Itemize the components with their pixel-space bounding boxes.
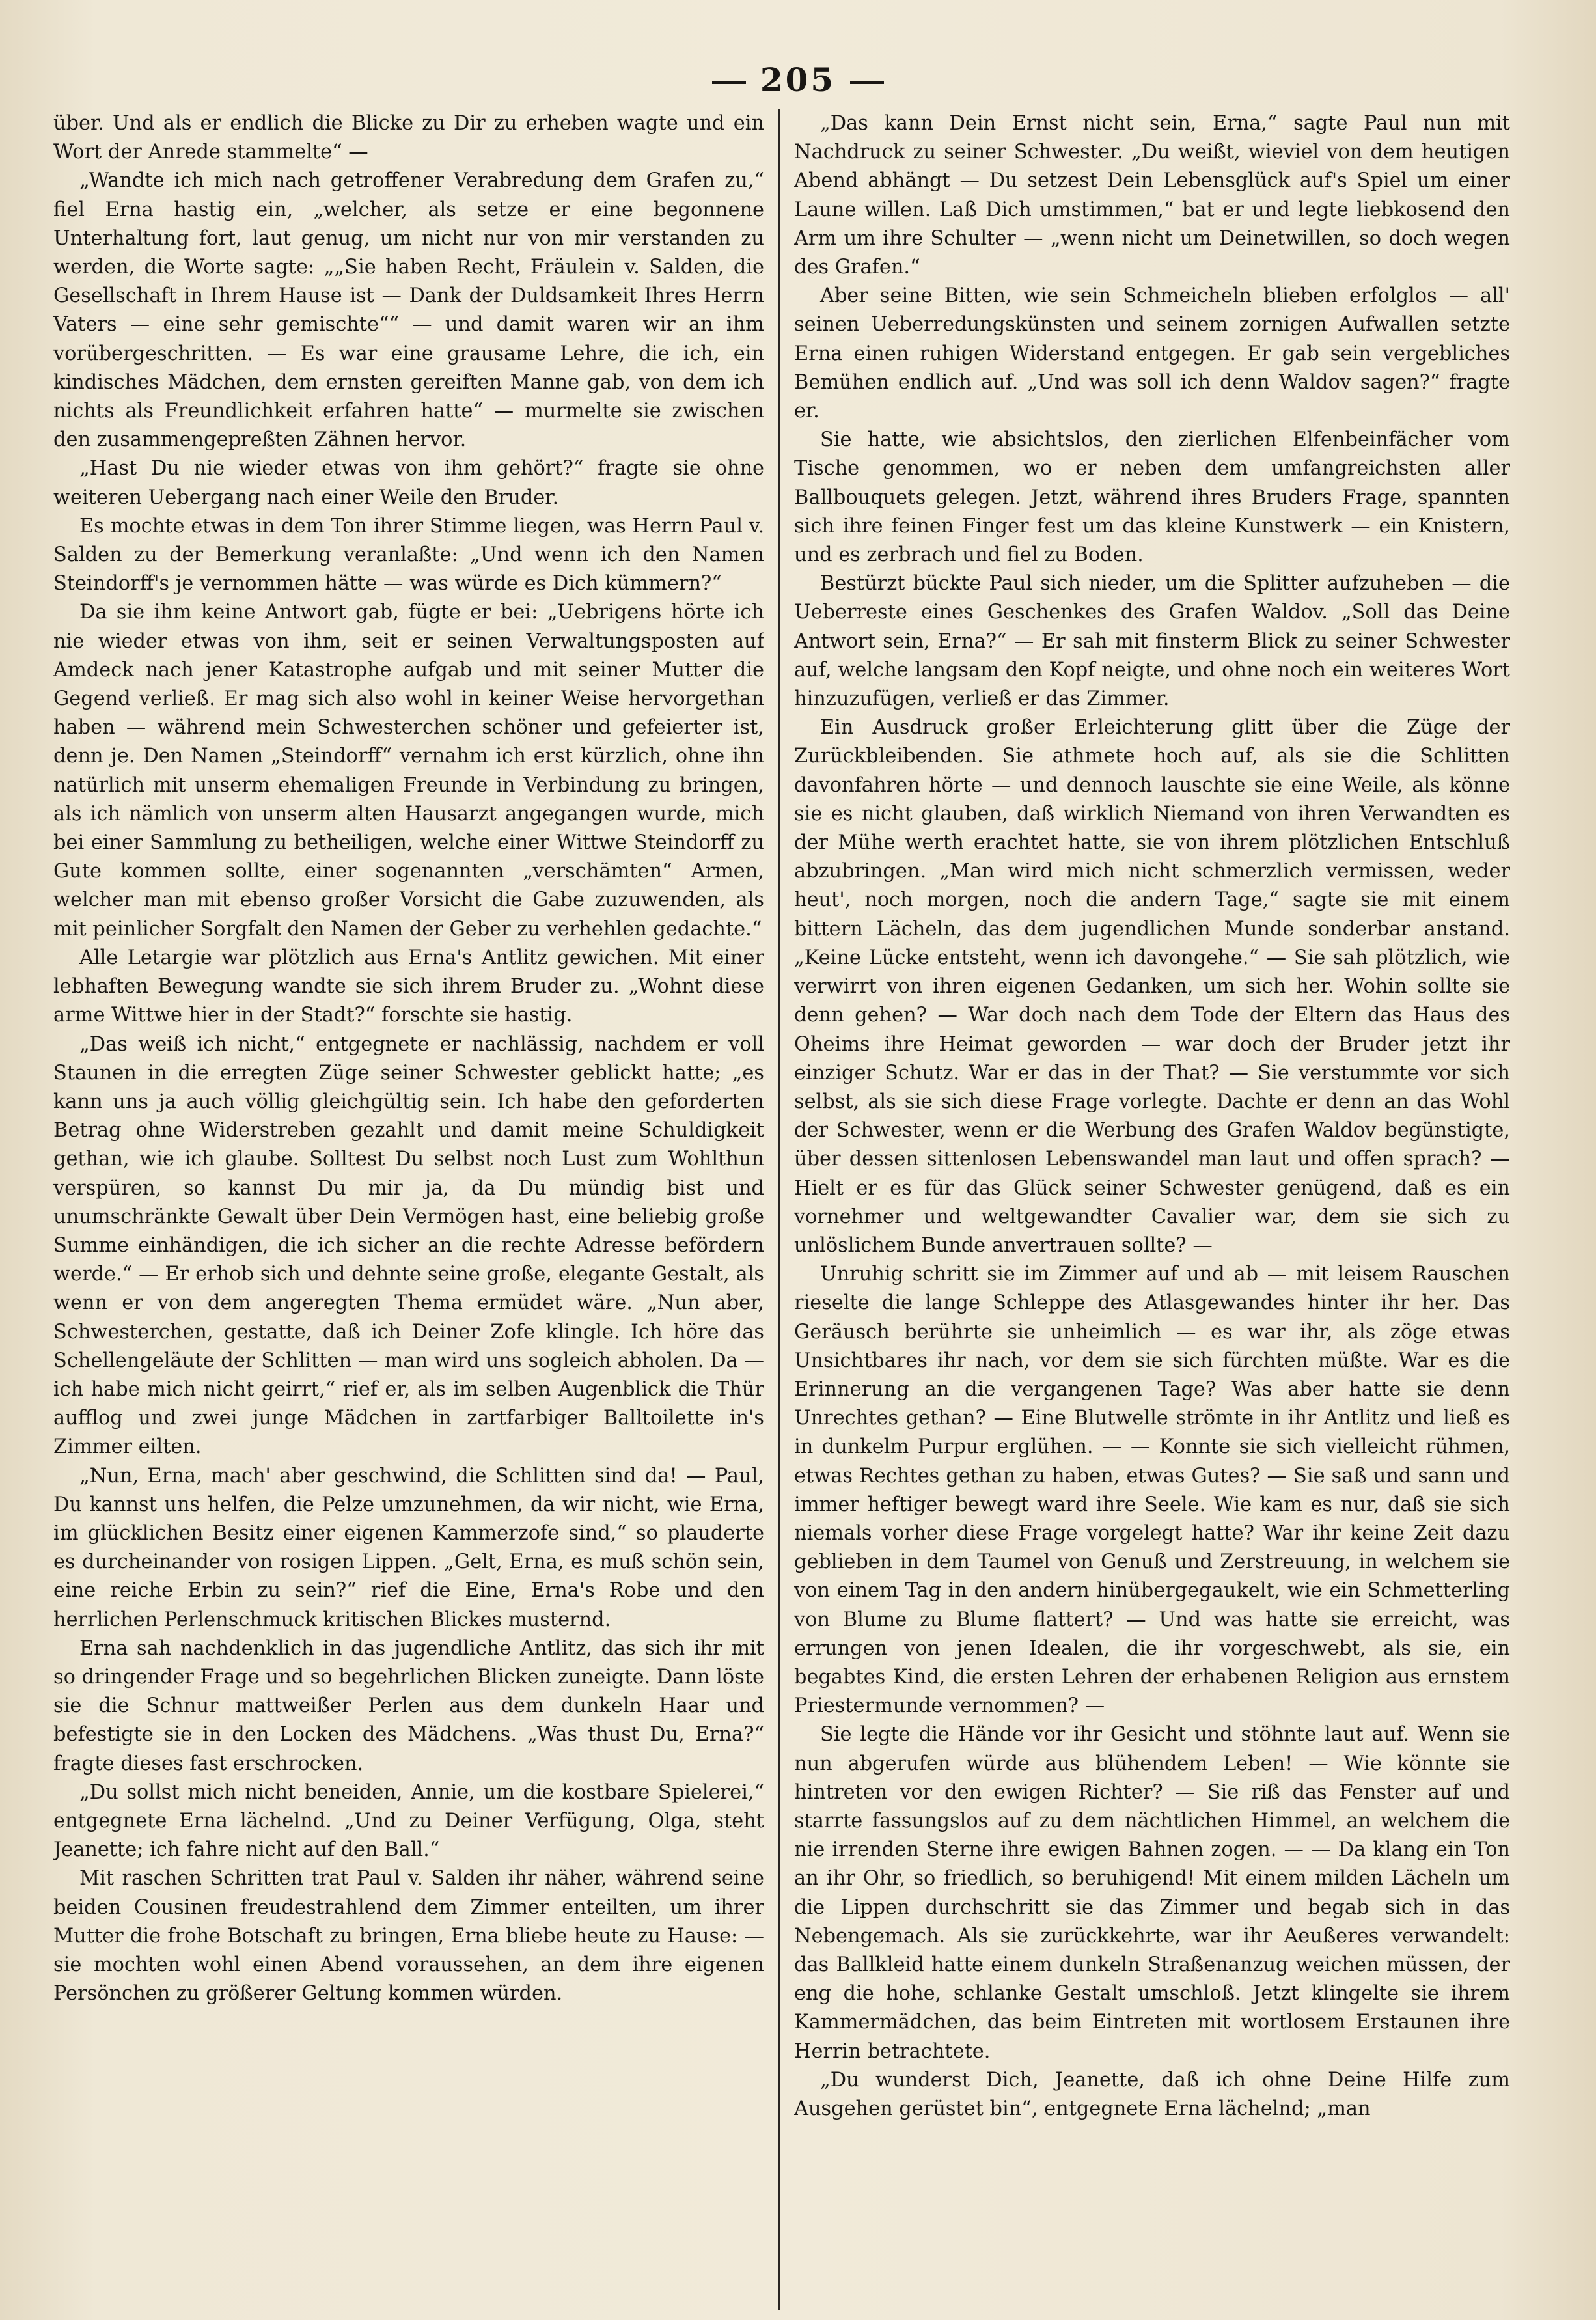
- right-column: [794, 109, 1510, 2316]
- paragraph: Aber seine Bitten, wie sein Schmeicheln blieben erfolglos — all' seinen Ueberredungskünsten und seinem zornigen Aufwallen setzte Erna einen ruhigen Widerstand entgegen. Er gab sein vergebliches Bemühen endlich auf. „Und was soll ich denn Waldov sagen?“ fragte er.: [794, 284, 1510, 423]
- paragraph: Es mochte etwas in dem Ton ihrer Stimme liegen, was Herrn Paul v. Salden zu der Bemerkung veranlaßte: „Und wenn ich den Namen Steindorff's je vernommen hätte — was würde es Dich kümmern?“: [53, 514, 764, 596]
- header-dash-left: [712, 81, 746, 84]
- paragraph: „Du wunderst Dich, Jeanette, daß ich ohne Deine Hilfe zum Ausgehen gerüstet bin“, entgegnete Erna lächelnd; „man: [794, 2068, 1510, 2121]
- page-header: [0, 51, 1596, 109]
- paragraph: „Das kann Dein Ernst nicht sein, Erna,“ sagte Paul nun mit Nachdruck zu seiner Schwester. „Du weißt, wieviel von dem heutigen Abend abhängt — Du setzest Dein Lebensglück auf's Spiel um einer Laune willen. Laß Dich umstimmen,“ bat er und legte liebkosend den Arm um ihre Schulter — „wenn nicht um Deinetwillen, so doch wegen des Grafen.“: [794, 112, 1510, 279]
- paragraph: Erna sah nachdenklich in das jugendliche Antlitz, das sich ihr mit so dringender Frage und so begehrlichen Blicken zuneigte. Dann löste sie die Schnur mattweißer Perlen aus dem dunkeln Haar und befestigte sie in den Locken des Mädchens. „Was thust Du, Erna?“ fragte dieses fast erschrocken.: [53, 1636, 764, 1775]
- left-column: [53, 109, 764, 2316]
- paragraph: „Du sollst mich nicht beneiden, Annie, um die kostbare Spielerei,“ entgegnete Erna lächelnd. „Und zu Deiner Verfügung, Olga, steht Jeanette; ich fahre nicht auf den Ball.“: [53, 1780, 764, 1862]
- paragraph: Bestürzt bückte Paul sich nieder, um die Splitter aufzuheben — die Ueberreste eines Geschenkes des Grafen Waldov. „Soll das Deine Antwort sein, Erna?“ — Er sah mit finsterm Blick zu seiner Schwester auf, welche langsam den Kopf neigte, und ohne noch ein weiteres Wort hinzuzufügen, verließ er das Zimmer.: [794, 572, 1510, 711]
- paragraph: Mit raschen Schritten trat Paul v. Salden ihr näher, während seine beiden Cousinen freudestrahlend dem Zimmer enteilten, um ihrer Mutter die frohe Botschaft zu bringen, Erna bliebe heute zu Hause: — sie mochten wohl einen Abend voraussehen, an dem ihre eigenen Persönchen zu größerer Geltung kommen würden.: [53, 1867, 764, 2006]
- paragraph: Da sie ihm keine Antwort gab, fügte er bei: „Uebrigens hörte ich nie wieder etwas von ihm, seit er seinen Verwaltungsposten auf Amdeck nach jener Katastrophe aufgab und mit seiner Mutter die Gegend verließ. Er mag sich also wohl in keiner Weise hervorgethan haben — während mein Schwesterchen schöner und gefeierter ist, denn je. Den Namen „Steindorff“ vernahm ich erst kürzlich, ohne ihn natürlich mit unserm ehemaligen Freunde in Verbindung zu bringen, als ich nämlich von unserm alten Hausarzt angegangen wurde, mich bei einer Sammlung zu betheiligen, welche einer Wittwe Steindorff zu Gute kommen sollte, einer sogenannten „verschämten“ Armen, welcher man mit ebenso großer Vorsicht die Gabe zuzuwenden, als mit peinlicher Sorgfalt den Namen der Geber zu verhehlen gedachte.“: [53, 601, 764, 941]
- paragraph: Sie legte die Hände vor ihr Gesicht und stöhnte laut auf. Wenn sie nun abgerufen würde aus blühendem Leben! — Wie könnte sie hintreten vor den ewigen Richter? — Sie riß das Fenster auf und starrte fassungslos auf zu dem nächtlichen Himmel, an welchem die nie irrenden Sterne ihre ewigen Bahnen zogen. — — Da klang ein Ton an ihr Ohr, so friedlich, so beruhigend! Mit einem milden Lächeln um die Lippen durchschritt sie das Zimmer und begab sich in das Nebengemach. Als sie zurückkehrte, war ihr Aeußeres verwandelt: das Ballkleid hatte einem dunkeln Straßenanzug weichen müssen, der eng die hohe, schlanke Gestalt umschloß. Jetzt klingelte sie ihrem Kammermädchen, das beim Eintreten mit wortlosem Erstaunen ihre Herrin betrachtete.: [794, 1723, 1510, 2063]
- paragraph: Sie hatte, wie absichtslos, den zierlichen Elfenbeinfächer vom Tische genommen, wo er neben dem umfangreichsten aller Ballbouquets gelegen. Jetzt, während ihres Bruders Frage, spannten sich ihre feinen Finger fest um das kleine Kunstwerk — ein Knistern, und es zerbrach und fiel zu Boden.: [794, 428, 1510, 567]
- paragraph: Unruhig schritt sie im Zimmer auf und ab — mit leisem Rauschen rieselte die lange Schleppe des Atlasgewandes hinter ihr her. Das Geräusch berührte sie unheimlich — es war ihr, als zöge etwas Unsichtbares ihr nach, vor dem sie sich fürchten müßte. War es die Erinnerung an die vergangenen Tage? Was aber hatte sie denn Unrechtes gethan? — Eine Blutwelle strömte in ihr Antlitz und ließ es in dunkelm Purpur erglühen. — — Konnte sie sich vielleicht rühmen, etwas Rechtes gethan zu haben, etwas Gutes? — Sie saß und sann und immer heftiger bewegt ward ihre Seele. Wie kam es nur, daß sie sich niemals vorher diese Frage vorgelegt hatte? War ihr keine Zeit dazu geblieben in dem Taumel von Genuß und Zerstreuung, in welchem sie von einem Tag in den andern hinübergegaukelt, wie ein Schmetterling von Blume zu Blume flattert? — Und was hatte sie erreicht, was errungen von jenen Idealen, die ihr vorgeschwebt, als sie, ein begabtes Kind, die ersten Lehren der erhabenen Religion aus ernstem Priestermunde vernommen? —: [794, 1263, 1510, 1718]
- paragraph: über. Und als er endlich die Blicke zu Dir zu erheben wagte und ein Wort der Anrede stammelte“ —: [53, 112, 764, 164]
- header-dash-right: [850, 81, 884, 84]
- paragraph: „Hast Du nie wieder etwas von ihm gehört?“ fragte sie ohne weiteren Uebergang nach einer Weile den Bruder.: [53, 457, 764, 509]
- paragraph: „Das weiß ich nicht,“ entgegnete er nachlässig, nachdem er voll Staunen in die erregten Züge seiner Schwester geblickt hatte; „es kann uns ja auch völlig gleichgültig sein. Ich habe den geforderten Betrag ohne Widerstreben gezahlt und damit meine Schuldigkeit gethan, wie ich glaube. Solltest Du selbst noch Lust zum Wohlthun verspüren, so kannst Du mir ja, da Du mündig bist und unumschränkte Gewalt über Dein Vermögen hast, eine beliebig große Summe einhändigen, die ich sicher an die rechte Adresse befördern werde.“ — Er erhob sich und dehnte seine große, elegante Gestalt, als wenn er von dem angeregten Thema ermüdet wäre. „Nun aber, Schwesterchen, gestatte, daß ich Deiner Zofe klingle. Ich höre das Schellengeläute der Schlitten — man wird uns sogleich abholen. Da — ich habe mich nicht geirrt,“ rief er, als im selben Augenblick die Thür aufflog und zwei junge Mädchen in zartfarbiger Balltoilette in's Zimmer eilten.: [53, 1032, 764, 1459]
- paragraph: „Wandte ich mich nach getroffener Verabredung dem Grafen zu,“ fiel Erna hastig ein, „welcher, als setze er eine begonnene Unterhaltung fort, laut genug, um nicht nur von mir verstanden zu werden, die Worte sagte: „„Sie haben Recht, Fräulein v. Salden, die Gesellschaft in Ihrem Hause ist — Dank der Duldsamkeit Ihres Herrn Vaters — eine sehr gemischte““ — und damit waren wir an ihm vorübergeschritten. — Es war eine grausame Lehre, die ich, ein kindisches Mädchen, dem ernsten gereiften Manne gab, von dem ich nichts als Freundlichkeit erfahren hatte“ — murmelte sie zwischen den zusammengepreßten Zähnen hervor.: [53, 169, 764, 452]
- paragraph: „Nun, Erna, mach' aber geschwind, die Schlitten sind da! — Paul, Du kannst uns helfen, die Pelze umzunehmen, da wir nicht, wie Erna, im glücklichen Besitz einer eigenen Kammerzofe sind,“ so plauderte es durcheinander von rosigen Lippen. „Gelt, Erna, es muß schön sein, eine reiche Erbin zu sein?“ rief die Eine, Erna's Robe und den herrlichen Perlenschmuck kritischen Blickes musternd.: [53, 1464, 764, 1631]
- column-divider: [778, 109, 780, 2310]
- page-number: 205: [760, 61, 836, 99]
- paragraph: Ein Ausdruck großer Erleichterung glitt über die Züge der Zurückbleibenden. Sie athmete hoch auf, als sie die Schlitten davonfahren hörte — und dennoch lauschte sie eine Weile, als könne sie es nicht glauben, daß wirklich Niemand von ihren Verwandten es der Mühe werth erachtet hatte, sie von ihrem plötzlichen Entschluß abzubringen. „Man wird mich nicht schmerzlich vermissen, weder heut', noch morgen, noch die andern Tage,“ sagte sie mit einem bittern Lächeln, das dem jugendlichen Munde sonderbar anstand. „Keine Lücke entsteht, wenn ich davongehe.“ — Sie sah plötzlich, wie verwirrt von ihren eigenen Gedanken, um sich her. Wohin sollte sie denn gehen? — War doch nach dem Tode der Eltern das Haus des Oheims ihre Heimat geworden — war doch der Bruder jetzt ihr einziger Schutz. War er das in der That? — Sie verstummte vor sich selbst, als sie sich diese Frage vorlegte. Dachte er denn an das Wohl der Schwester, wenn er die Werbung des Grafen Waldov begünstigte, über dessen sittenlosen Lebenswandel man laut und offen sprach? — Hielt er es für das Glück seiner Schwester genügend, daß es ein vornehmer und weltgewandter Cavalier war, dem sie sich zu unlöslichem Bunde anvertrauen sollte? —: [794, 716, 1510, 1257]
- paragraph: Alle Letargie war plötzlich aus Erna's Antlitz gewichen. Mit einer lebhaften Bewegung wandte sie sich ihrem Bruder zu. „Wohnt diese arme Wittwe hier in der Stadt?“ forschte sie hastig.: [53, 946, 764, 1027]
